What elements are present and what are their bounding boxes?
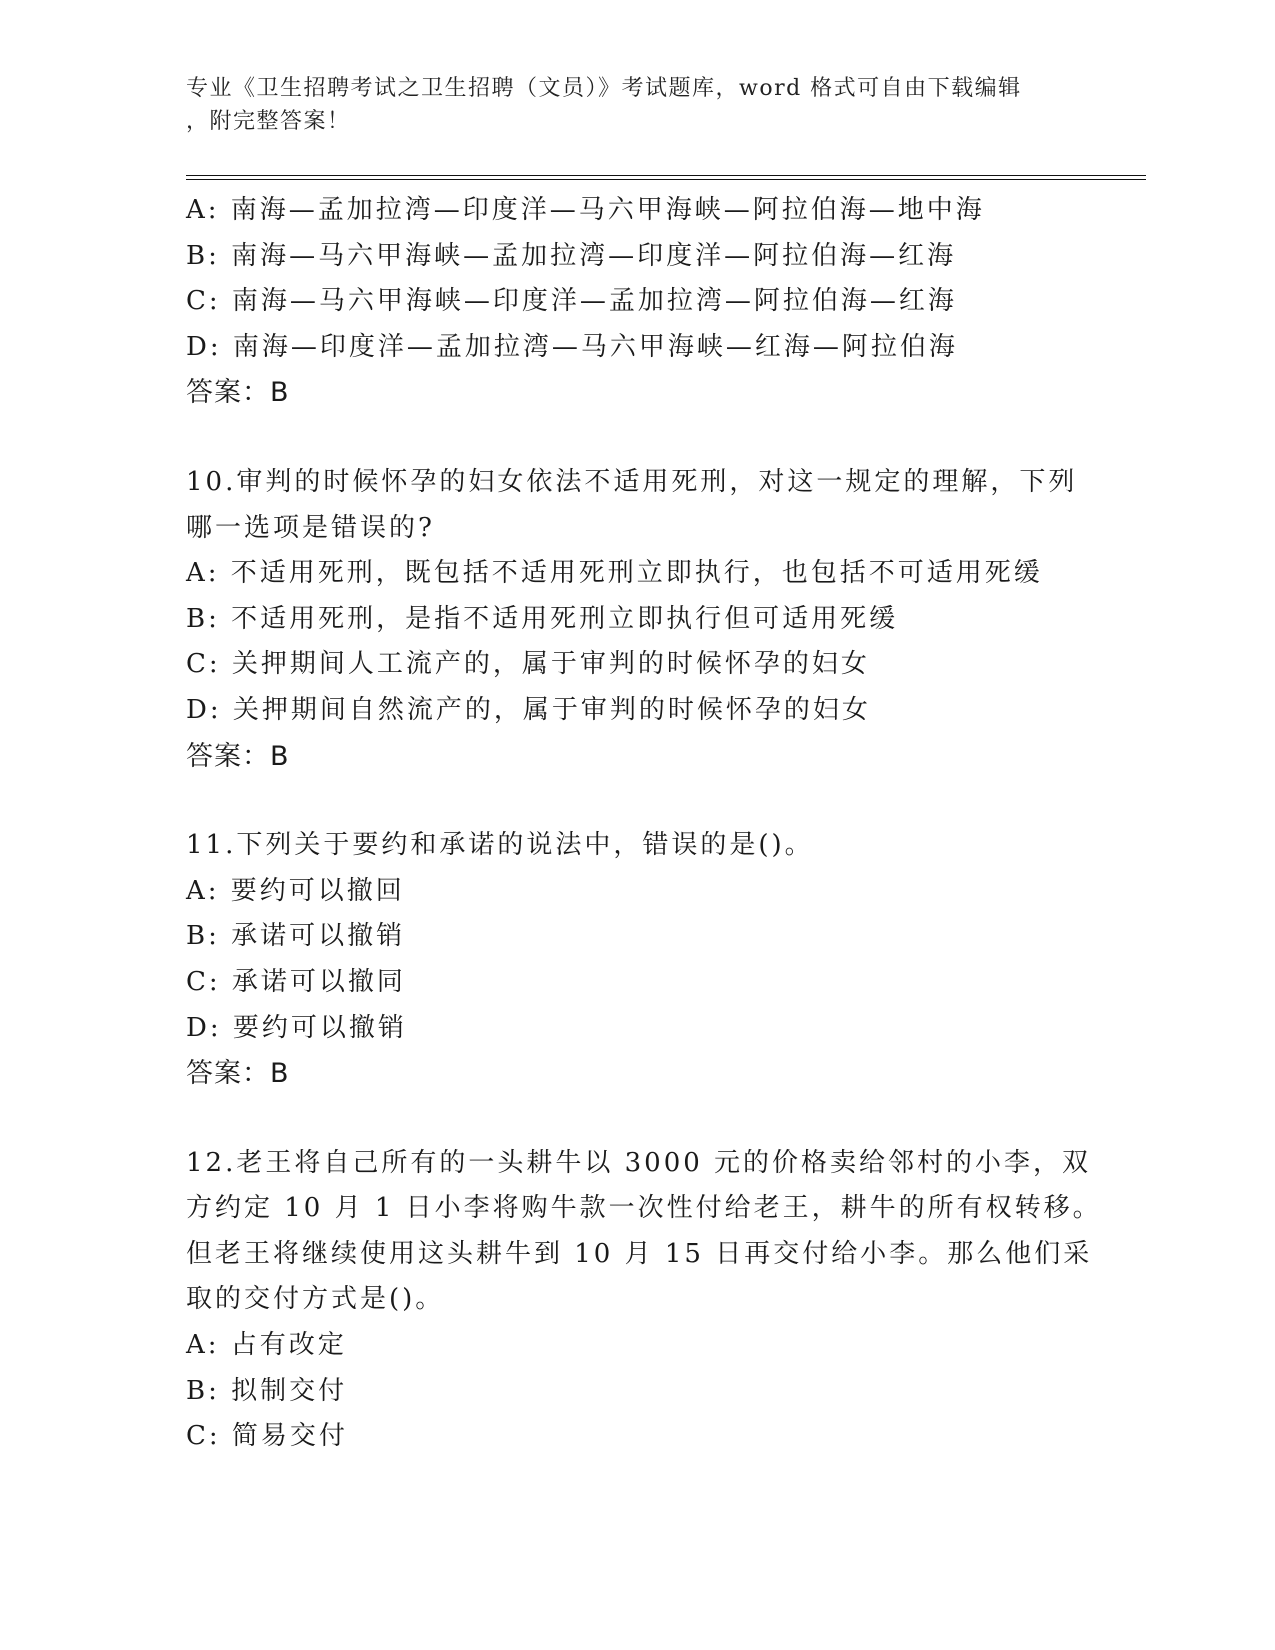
option-a: A: 占有改定 [186,1330,347,1361]
stem-line: 但老王将继续使用这头耕牛到 10 月 15 日再交付给小李。那么他们采 [186,1238,1093,1269]
header-line-2: ，附完整答案！ [186,109,351,134]
stem-line: 10.审判的时候怀孕的妇女依法不适用死刑，对这一规定的理解，下列 [186,466,1078,497]
stem-line: 取的交付方式是()。 [186,1284,445,1315]
stem-line: 哪一选项是错误的? [186,512,435,543]
question-stem [186,460,1086,551]
option-b: B: 南海—马六甲海峡—孟加拉湾—印度洋—阿拉伯海—红海 [186,240,957,271]
option-d: D: 关押期间自然流产的，属于审判的时候怀孕的妇女 [186,694,871,725]
answer-line: 答案：B [186,740,290,772]
header-divider [186,175,1146,180]
question-stem [186,823,1086,869]
question-9 [186,188,1086,416]
option-d: D: 南海—印度洋—孟加拉湾—马六甲海峡—红海—阿拉伯海 [186,331,958,362]
question-10 [186,460,1086,779]
option-d: D: 要约可以撤销 [186,1012,407,1043]
question-12 [186,1141,1102,1460]
question-stem [186,1141,1102,1323]
answer-line: 答案：B [186,1058,290,1090]
option-c: C: 关押期间人工流产的，属于审判的时候怀孕的妇女 [186,649,870,680]
option-b: B: 不适用死刑，是指不适用死刑立即执行但可适用死缓 [186,603,899,634]
header-line-1: 专业《卫生招聘考试之卫生招聘（文员）》考试题库，word 格式可自由下载编辑 [186,76,1022,101]
option-a: A: 不适用死刑，既包括不适用死刑立即执行，也包括不可适用死缓 [186,558,1043,589]
question-11 [186,823,1086,1097]
document-body [186,188,1102,1460]
option-a: A: 南海—孟加拉湾—印度洋—马六甲海峡—阿拉伯海—地中海 [186,195,985,225]
option-b: B: 拟制交付 [186,1375,348,1406]
option-c: C: 承诺可以撤同 [186,966,406,997]
option-c: C: 简易交付 [186,1421,348,1452]
stem-line: 12.老王将自己所有的一头耕牛以 3000 元的价格卖给邻村的小李，双 [186,1147,1092,1178]
option-c: C: 南海—马六甲海峡—印度洋—孟加拉湾—阿拉伯海—红海 [186,286,957,317]
page-header [186,72,1086,138]
stem-line: 11.下列关于要约和承诺的说法中，错误的是()。 [186,830,814,861]
option-a: A: 要约可以撤回 [186,875,405,906]
option-b: B: 承诺可以撤销 [186,921,406,952]
answer-line: 答案：B [186,377,290,409]
stem-line: 方约定 10 月 1 日小李将购牛款一次性付给老王，耕牛的所有权转移。 [186,1193,1102,1224]
